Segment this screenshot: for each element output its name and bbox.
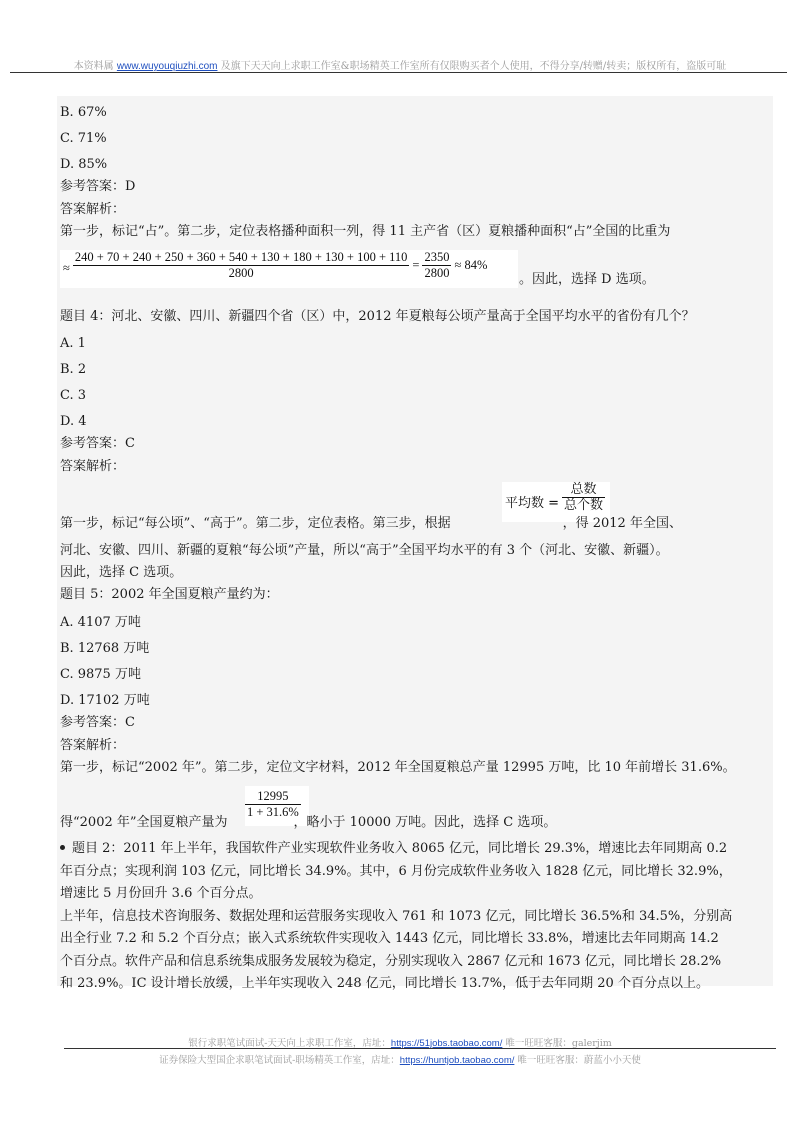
q5-option-a: A. 4107 万吨 — [60, 615, 141, 630]
q3-formula-fraction-2 — [422, 250, 451, 281]
q5-option-d: D. 17102 万吨 — [60, 693, 150, 708]
material2-line-6: 个百分点。软件产品和信息系统集成服务发展较为稳定，分别实现收入 2867 亿元和 1673 亿元，同比增长 28.2% — [60, 954, 722, 969]
q5-answer: 参考答案：C — [60, 715, 135, 730]
material2-line-3: 增速比 5 月份回升 3.6 个百分点。 — [60, 886, 262, 901]
material2-line-1: 题目 2：2011 年上半年，我国软件产业实现软件业务收入 8065 亿元，同比增长 29.3%，增速比去年同期高 0.2 — [60, 840, 727, 857]
material2-line-2: 年百分点；实现利润 103 亿元，同比增长 34.9%。其中，6 月份完成软件业务收入 1828 亿元，同比增长 32.9%， — [60, 864, 732, 879]
q3-formula-denominator-2: 2800 — [424, 266, 450, 280]
document-body — [57, 96, 773, 991]
footer-line-1: 银行求职笔试面试-天天向上求职工作室，店址：https://51jobs.taobao.com/ 唯一旺旺客服：galerjim — [188, 1038, 612, 1049]
q4-option-b: B. 2 — [60, 362, 87, 377]
q5-option-b: B. 12768 万吨 — [60, 641, 150, 656]
material2-line-7: 和 23.9%。IC 设计增长放缓，上半年实现收入 248 亿元，同比增长 13.7%，低于去年同期 20 个百分点以上。 — [60, 976, 709, 991]
q3-option-d: D. 85% — [60, 157, 108, 172]
footer-link-huntjob[interactable]: https://huntjob.taobao.com/ — [399, 1055, 515, 1066]
q4-option-c: C. 3 — [60, 388, 87, 403]
q3-conclusion: 。因此，选择 D 选项。 — [519, 272, 655, 287]
q3-formula-image — [60, 250, 518, 288]
q4-answer: 参考答案：C — [60, 436, 135, 451]
q5-formula-numerator: 12995 — [245, 789, 301, 805]
q4-formula-fraction — [562, 482, 605, 513]
header-prefix: 本资料属 — [73, 61, 117, 72]
q4-analysis-line1-a: 第一步，标记“每公顷”、“高于”。第二步，定位表格。第三步，根据 — [60, 516, 451, 531]
q3-formula-equals: = — [412, 258, 420, 272]
q4-analysis-line3: 因此，选择 C 选项。 — [60, 565, 183, 580]
header-divider — [10, 72, 787, 73]
q3-formula-fraction — [73, 250, 410, 281]
q3-formula-numerator: 240 + 70 + 240 + 250 + 360 + 540 + 130 + 180 + 130 + 100 + 110 — [74, 250, 408, 264]
q3-analysis-label: 答案解析： — [60, 202, 126, 217]
footer-divider — [64, 1048, 776, 1049]
q3-formula-numerator-2: 2350 — [424, 250, 450, 264]
footer-link-51jobs[interactable]: https://51jobs.taobao.com/ — [390, 1038, 503, 1049]
bullet-icon — [60, 845, 65, 850]
page-header — [0, 57, 800, 72]
q3-answer: 参考答案：D — [60, 179, 136, 194]
q5-option-c: C. 9875 万吨 — [60, 667, 141, 682]
q4-formula-numerator: 总数 — [562, 482, 605, 498]
q5-analysis-line2-a: 得“2002 年”全国夏粮产量为 — [60, 815, 228, 830]
q5-analysis-line2-b: ，略小于 10000 万吨。因此，选择 C 选项。 — [293, 815, 557, 830]
q4-formula-denominator: 总个数 — [564, 498, 604, 513]
q5-analysis-label: 答案解析： — [60, 738, 126, 753]
q4-analysis-line1-b: ，得 2012 年全国、 — [562, 516, 682, 531]
q4-analysis-line1 — [60, 515, 682, 532]
material2-line-5: 出全行业 7.2 和 5.2 个百分点；嵌入式系统软件实现收入 1443 亿元，同比增长 33.8%，增速比去年同期高 14.2 — [60, 931, 719, 946]
q5-analysis-line1: 第一步，标记“2002 年”。第二步，定位文字材料，2012 年全国夏粮总产量 12995 万吨，比 10 年前增长 31.6%。 — [60, 760, 736, 775]
header-link[interactable]: www.wuyouqiuzhi.com — [116, 61, 218, 72]
q4-analysis-label: 答案解析： — [60, 459, 126, 474]
q3-option-b: B. 67% — [60, 105, 107, 120]
q4-question: 题目 4：河北、安徽、四川、新疆四个省（区）中，2012 年夏粮每公顷产量高于全国平均水平的省份有几个？ — [60, 309, 695, 324]
q3-analysis-text: 第一步，标记“占”。第二步，定位表格播种面积一列，得 11 主产省（区）夏粮播种面积“占”全国的比重为 — [60, 224, 671, 239]
q3-formula-denominator: 2800 — [228, 266, 254, 280]
q5-question: 题目 5：2002 年全国夏粮产量约为： — [60, 587, 279, 602]
q4-formula-lhs: 平均数 = — [505, 496, 560, 511]
q3-option-c: C. 71% — [60, 131, 107, 146]
q3-formula-approx: ≈ — [63, 260, 70, 275]
q4-option-a: A. 1 — [60, 336, 86, 351]
footer-line-2: 证券保险大型国企求职笔试面试-职场精英工作室，店址：https://huntjob.taobao.com/ 唯一旺旺客服：蔚蓝小小天使 — [159, 1055, 641, 1066]
q3-formula-result: ≈ 84% — [454, 258, 488, 272]
material2-line-4: 上半年，信息技术咨询服务、数据处理和运营服务实现收入 761 和 1073 亿元，同比增长 36.5%和 34.5%，分别高 — [60, 909, 733, 924]
header-suffix: 及旗下天天向上求职工作室&职场精英工作室所有仅限购买者个人使用，不得分享/转赠/转卖；版权所有，盗版可耻 — [217, 61, 727, 72]
q4-analysis-line2: 河北、安徽、四川、新疆的夏粮“每公顷”产量，所以“高于”全国平均水平的有 3 个（河北、安徽、新疆）。 — [60, 543, 669, 558]
q5-analysis-line2 — [60, 814, 556, 831]
q5-formula-denominator: 1 + 31.6% — [247, 805, 299, 819]
q4-option-d: D. 4 — [60, 414, 87, 429]
